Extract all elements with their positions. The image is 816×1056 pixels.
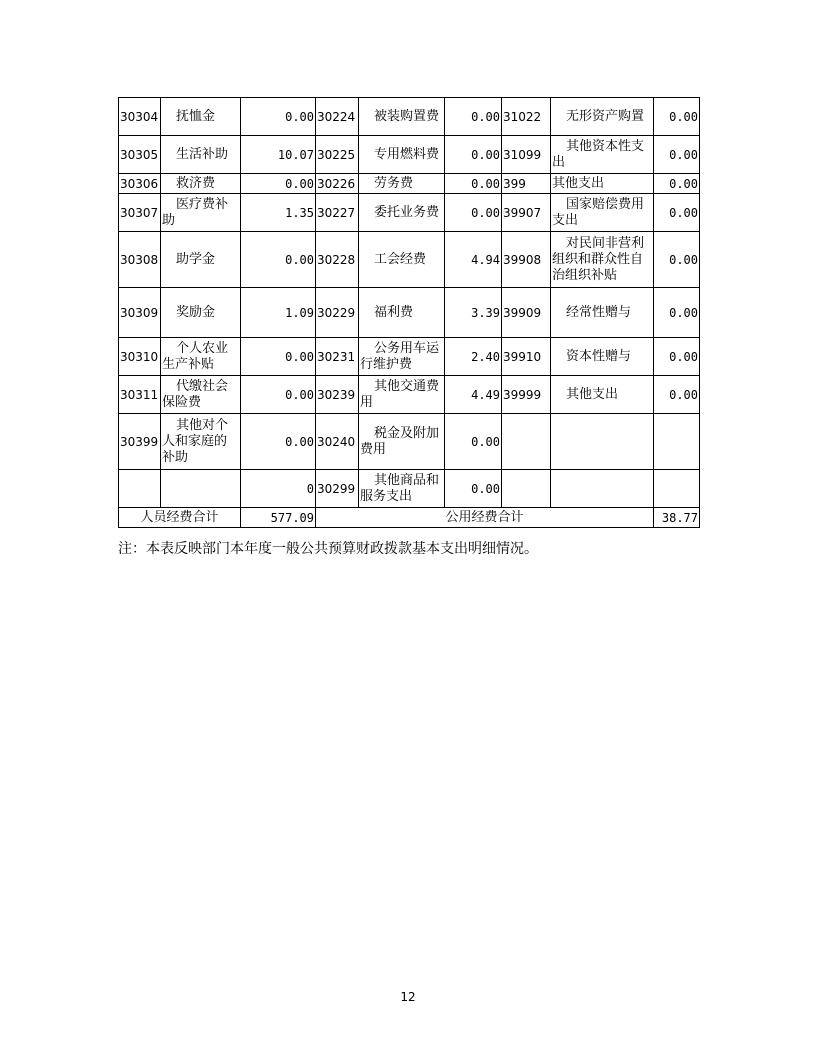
cell-text: 抚恤金	[176, 108, 216, 124]
personnel-value-cell: 1.09	[241, 288, 316, 338]
personnel-value-cell: 0.00	[241, 174, 316, 194]
table-row	[119, 288, 700, 338]
other-name-cell	[551, 288, 654, 338]
other-value-cell: 0.00	[654, 338, 700, 376]
public-name-cell	[359, 136, 445, 174]
cell-text: 劳务费	[374, 175, 414, 191]
cell-text: 对民间非营利组织和群众性自治组织补贴	[552, 235, 645, 283]
cell-text: 救济费	[176, 175, 216, 191]
public-value-cell: 0.00	[445, 98, 502, 136]
personnel-value-cell: 0.00	[241, 98, 316, 136]
table-row	[119, 194, 700, 232]
cell-text: 税金及附加费用	[360, 425, 440, 457]
table-footnote: 注：本表反映部门本年度一般公共预算财政拨款基本支出明细情况。	[118, 541, 538, 557]
table-row	[119, 98, 700, 136]
public-total-label: 公用经费合计	[316, 508, 654, 528]
other-value-cell: 0.00	[654, 194, 700, 232]
personnel-name-cell	[161, 376, 241, 414]
public-code-cell: 30299	[316, 470, 359, 508]
page-number: 12	[400, 990, 416, 1004]
other-value-cell: 0.00	[654, 376, 700, 414]
public-value-cell: 4.94	[445, 232, 502, 288]
public-name-cell	[359, 194, 445, 232]
personnel-code-cell: 30308	[119, 232, 161, 288]
personnel-name-cell	[161, 470, 241, 508]
public-code-cell: 30225	[316, 136, 359, 174]
other-code-cell: 39999	[502, 376, 551, 414]
other-code-cell	[502, 470, 551, 508]
cell-text: 经常性赠与	[566, 304, 632, 320]
public-code-cell: 30226	[316, 174, 359, 194]
personnel-value-cell: 1.35	[241, 194, 316, 232]
other-code-cell: 399	[502, 174, 551, 194]
other-value-cell: 0.00	[654, 288, 700, 338]
cell-text: 助学金	[176, 251, 216, 267]
table-row	[119, 136, 700, 174]
public-code-cell: 30229	[316, 288, 359, 338]
personnel-total-label: 人员经费合计	[119, 508, 241, 528]
personnel-code-cell: 30399	[119, 414, 161, 470]
other-name-cell	[551, 194, 654, 232]
personnel-name-cell	[161, 136, 241, 174]
other-code-cell	[502, 414, 551, 470]
personnel-code-cell: 30305	[119, 136, 161, 174]
table-row	[119, 376, 700, 414]
personnel-name-cell	[161, 98, 241, 136]
public-value-cell: 0.00	[445, 136, 502, 174]
public-name-cell	[359, 414, 445, 470]
cell-text: 代缴社会保险费	[162, 378, 229, 410]
public-total-value: 38.77	[654, 508, 700, 528]
expenditure-detail-table	[118, 97, 700, 528]
personnel-code-cell: 30309	[119, 288, 161, 338]
cell-text: 国家赔偿费用支出	[552, 196, 645, 228]
public-name-cell	[359, 174, 445, 194]
other-value-cell: 0.00	[654, 136, 700, 174]
totals-row	[119, 508, 700, 528]
cell-text: 工会经费	[374, 251, 427, 267]
cell-text: 福利费	[374, 304, 414, 320]
cell-text: 公务用车运行维护费	[360, 340, 440, 372]
public-code-cell: 30227	[316, 194, 359, 232]
public-name-cell	[359, 98, 445, 136]
other-name-cell	[551, 98, 654, 136]
other-name-cell	[551, 414, 654, 470]
public-value-cell: 4.49	[445, 376, 502, 414]
other-name-cell	[551, 376, 654, 414]
other-code-cell: 39910	[502, 338, 551, 376]
cell-text: 其他交通费用	[360, 378, 440, 410]
public-value-cell: 0.00	[445, 470, 502, 508]
cell-text: 其他商品和服务支出	[360, 472, 440, 504]
public-value-cell: 0.00	[445, 174, 502, 194]
other-value-cell	[654, 414, 700, 470]
cell-text: 其他支出	[566, 386, 619, 402]
cell-text: 医疗费补助	[162, 196, 229, 228]
cell-text: 被装购置费	[374, 108, 440, 124]
other-name-cell	[551, 470, 654, 508]
cell-text: 专用燃料费	[374, 146, 440, 162]
personnel-total-value: 577.09	[241, 508, 316, 528]
personnel-value-cell: 0.00	[241, 232, 316, 288]
personnel-name-cell	[161, 232, 241, 288]
table-row	[119, 470, 700, 508]
table-row	[119, 338, 700, 376]
other-value-cell: 0.00	[654, 232, 700, 288]
table-row	[119, 414, 700, 470]
public-name-cell	[359, 470, 445, 508]
personnel-code-cell: 30311	[119, 376, 161, 414]
other-code-cell: 31022	[502, 98, 551, 136]
personnel-name-cell	[161, 414, 241, 470]
personnel-name-cell	[161, 288, 241, 338]
public-name-cell	[359, 288, 445, 338]
public-value-cell: 3.39	[445, 288, 502, 338]
cell-text: 其他对个人和家庭的补助	[162, 417, 229, 465]
personnel-value-cell: 0.00	[241, 338, 316, 376]
other-code-cell: 39907	[502, 194, 551, 232]
public-code-cell: 30240	[316, 414, 359, 470]
public-code-cell: 30239	[316, 376, 359, 414]
personnel-value-cell: 0.00	[241, 376, 316, 414]
cell-text: 生活补助	[176, 146, 229, 162]
personnel-value-cell: 0	[241, 470, 316, 508]
other-value-cell: 0.00	[654, 174, 700, 194]
other-name-cell	[551, 338, 654, 376]
public-value-cell: 0.00	[445, 194, 502, 232]
public-value-cell: 0.00	[445, 414, 502, 470]
public-code-cell: 30231	[316, 338, 359, 376]
public-value-cell: 2.40	[445, 338, 502, 376]
other-value-cell	[654, 470, 700, 508]
other-name-cell	[551, 174, 654, 194]
other-name-cell	[551, 232, 654, 288]
personnel-code-cell: 30310	[119, 338, 161, 376]
other-code-cell: 39909	[502, 288, 551, 338]
cell-text: 个人农业生产补贴	[162, 340, 229, 372]
table-row	[119, 174, 700, 194]
personnel-code-cell: 30307	[119, 194, 161, 232]
table-row	[119, 232, 700, 288]
other-value-cell: 0.00	[654, 98, 700, 136]
public-code-cell: 30224	[316, 98, 359, 136]
personnel-code-cell	[119, 470, 161, 508]
cell-text: 奖励金	[176, 304, 216, 320]
cell-text: 其他资本性支出	[552, 138, 645, 170]
personnel-value-cell: 10.07	[241, 136, 316, 174]
public-code-cell: 30228	[316, 232, 359, 288]
cell-text: 无形资产购置	[566, 108, 645, 124]
cell-text: 委托业务费	[374, 204, 440, 220]
personnel-name-cell	[161, 338, 241, 376]
other-code-cell: 31099	[502, 136, 551, 174]
public-name-cell	[359, 338, 445, 376]
personnel-name-cell	[161, 194, 241, 232]
other-name-cell	[551, 136, 654, 174]
cell-text: 资本性赠与	[566, 348, 632, 364]
personnel-code-cell: 30304	[119, 98, 161, 136]
personnel-name-cell	[161, 174, 241, 194]
other-code-cell: 39908	[502, 232, 551, 288]
personnel-code-cell: 30306	[119, 174, 161, 194]
public-name-cell	[359, 232, 445, 288]
public-name-cell	[359, 376, 445, 414]
cell-text: 其他支出	[552, 175, 605, 191]
personnel-value-cell: 0.00	[241, 414, 316, 470]
